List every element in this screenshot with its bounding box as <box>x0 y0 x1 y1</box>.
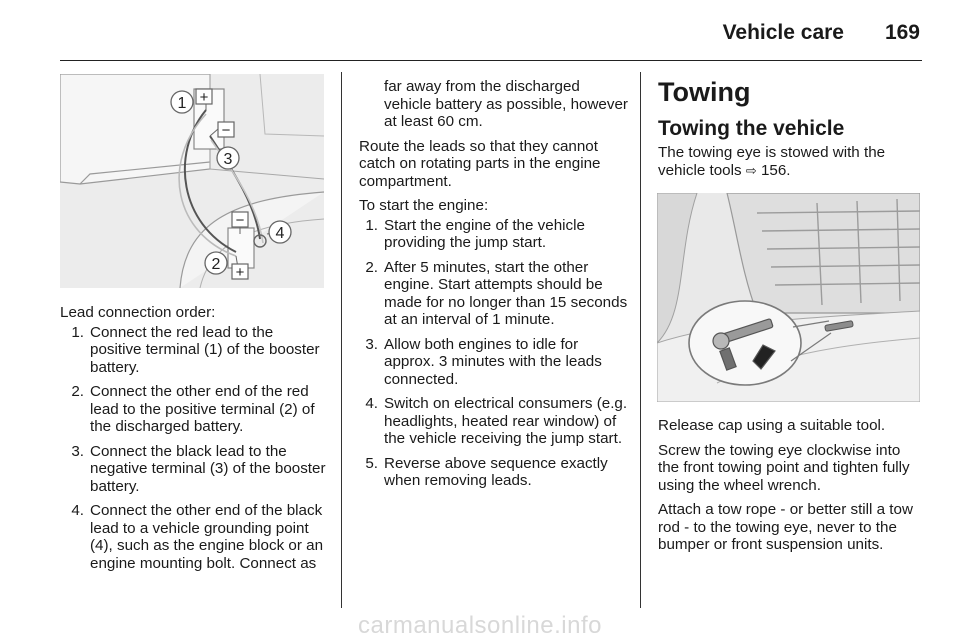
figure-label-3: 3 <box>223 151 233 168</box>
lead-order-intro: Lead connection order: <box>60 304 216 321</box>
lead-order-list <box>60 324 328 573</box>
list-item: 1. Connect the red lead to the positive terminal (1) of the booster battery. <box>71 323 320 376</box>
column-divider-left <box>341 72 342 608</box>
towing-heading: Towing <box>658 77 751 107</box>
page-reference-link[interactable]: 156. <box>760 161 791 179</box>
attach-tow-rope-text: Attach a tow rope - or better still a tow rod - to the towing eye, never to the bumper or front suspension units. <box>658 501 913 553</box>
right-column-top <box>658 76 924 179</box>
list-item: 2. After 5 minutes, start the other engine. Start attempts should be made for no longer than 15 seconds at an interval of 1 minute. <box>365 258 628 328</box>
jump-start-figure <box>60 74 324 288</box>
watermark: carmanualsonline.info <box>358 612 602 639</box>
list-item: 4. Switch on electrical consumers (e.g. headlights, heated rear window) of the vehicle receiving the jump start. <box>365 395 628 447</box>
left-column-text <box>60 304 328 572</box>
list-item: 1. Start the engine of the vehicle providing the jump start. <box>365 216 585 251</box>
page-number: 169 <box>884 21 920 44</box>
towing-eye-intro: The towing eye is stowed with the vehicle tools ⇨ 156. <box>658 144 886 179</box>
release-cap-text: Release cap using a suitable tool. <box>658 417 886 434</box>
right-column-bottom <box>658 417 924 554</box>
figure-label-4: 4 <box>275 225 285 242</box>
page-reference-arrow-icon: ⇨ <box>745 162 757 178</box>
figure-label-2: 2 <box>211 256 221 273</box>
list-item: 3. Allow both engines to idle for approx. 3 minutes with the leads connected. <box>365 335 602 388</box>
route-leads-text: Route the leads so that they cannot catch on rotating parts in the engine compartment. <box>359 137 601 190</box>
list-item: 2. Connect the other end of the red lead to the positive terminal (2) of the discharged battery. <box>71 383 315 435</box>
towing-vehicle-heading: Towing the vehicle <box>658 117 845 140</box>
list-item: 3. Connect the black lead to the negative terminal (3) of the booster battery. <box>71 442 326 495</box>
column-divider-right <box>640 72 641 608</box>
start-engine-list <box>359 217 629 490</box>
start-engine-intro: To start the engine: <box>359 197 489 214</box>
figure-plus-2: + <box>235 264 245 281</box>
towing-eye-figure <box>657 193 920 402</box>
figure-label-1: 1 <box>177 95 187 112</box>
figure-minus-4: − <box>235 212 245 229</box>
screw-towing-eye-text: Screw the towing eye clockwise into the front towing point and tighten fully using the wheel wrench. <box>658 441 910 494</box>
section-title: Vehicle care <box>722 21 844 44</box>
list-item: 5. Reverse above sequence exactly when removing leads. <box>365 454 608 489</box>
lead-order-continuation: far away from the discharged vehicle battery as possible, however at least 60 cm. <box>384 78 628 130</box>
figure-plus-1: + <box>199 89 209 106</box>
list-item: 4. Connect the other end of the black lead to a vehicle grounding point (4), such as the engine block or an engine mounting bolt. Connect as <box>71 502 324 572</box>
middle-column-text <box>359 78 629 490</box>
figure-minus-3: − <box>221 122 231 139</box>
page-header <box>60 12 922 61</box>
